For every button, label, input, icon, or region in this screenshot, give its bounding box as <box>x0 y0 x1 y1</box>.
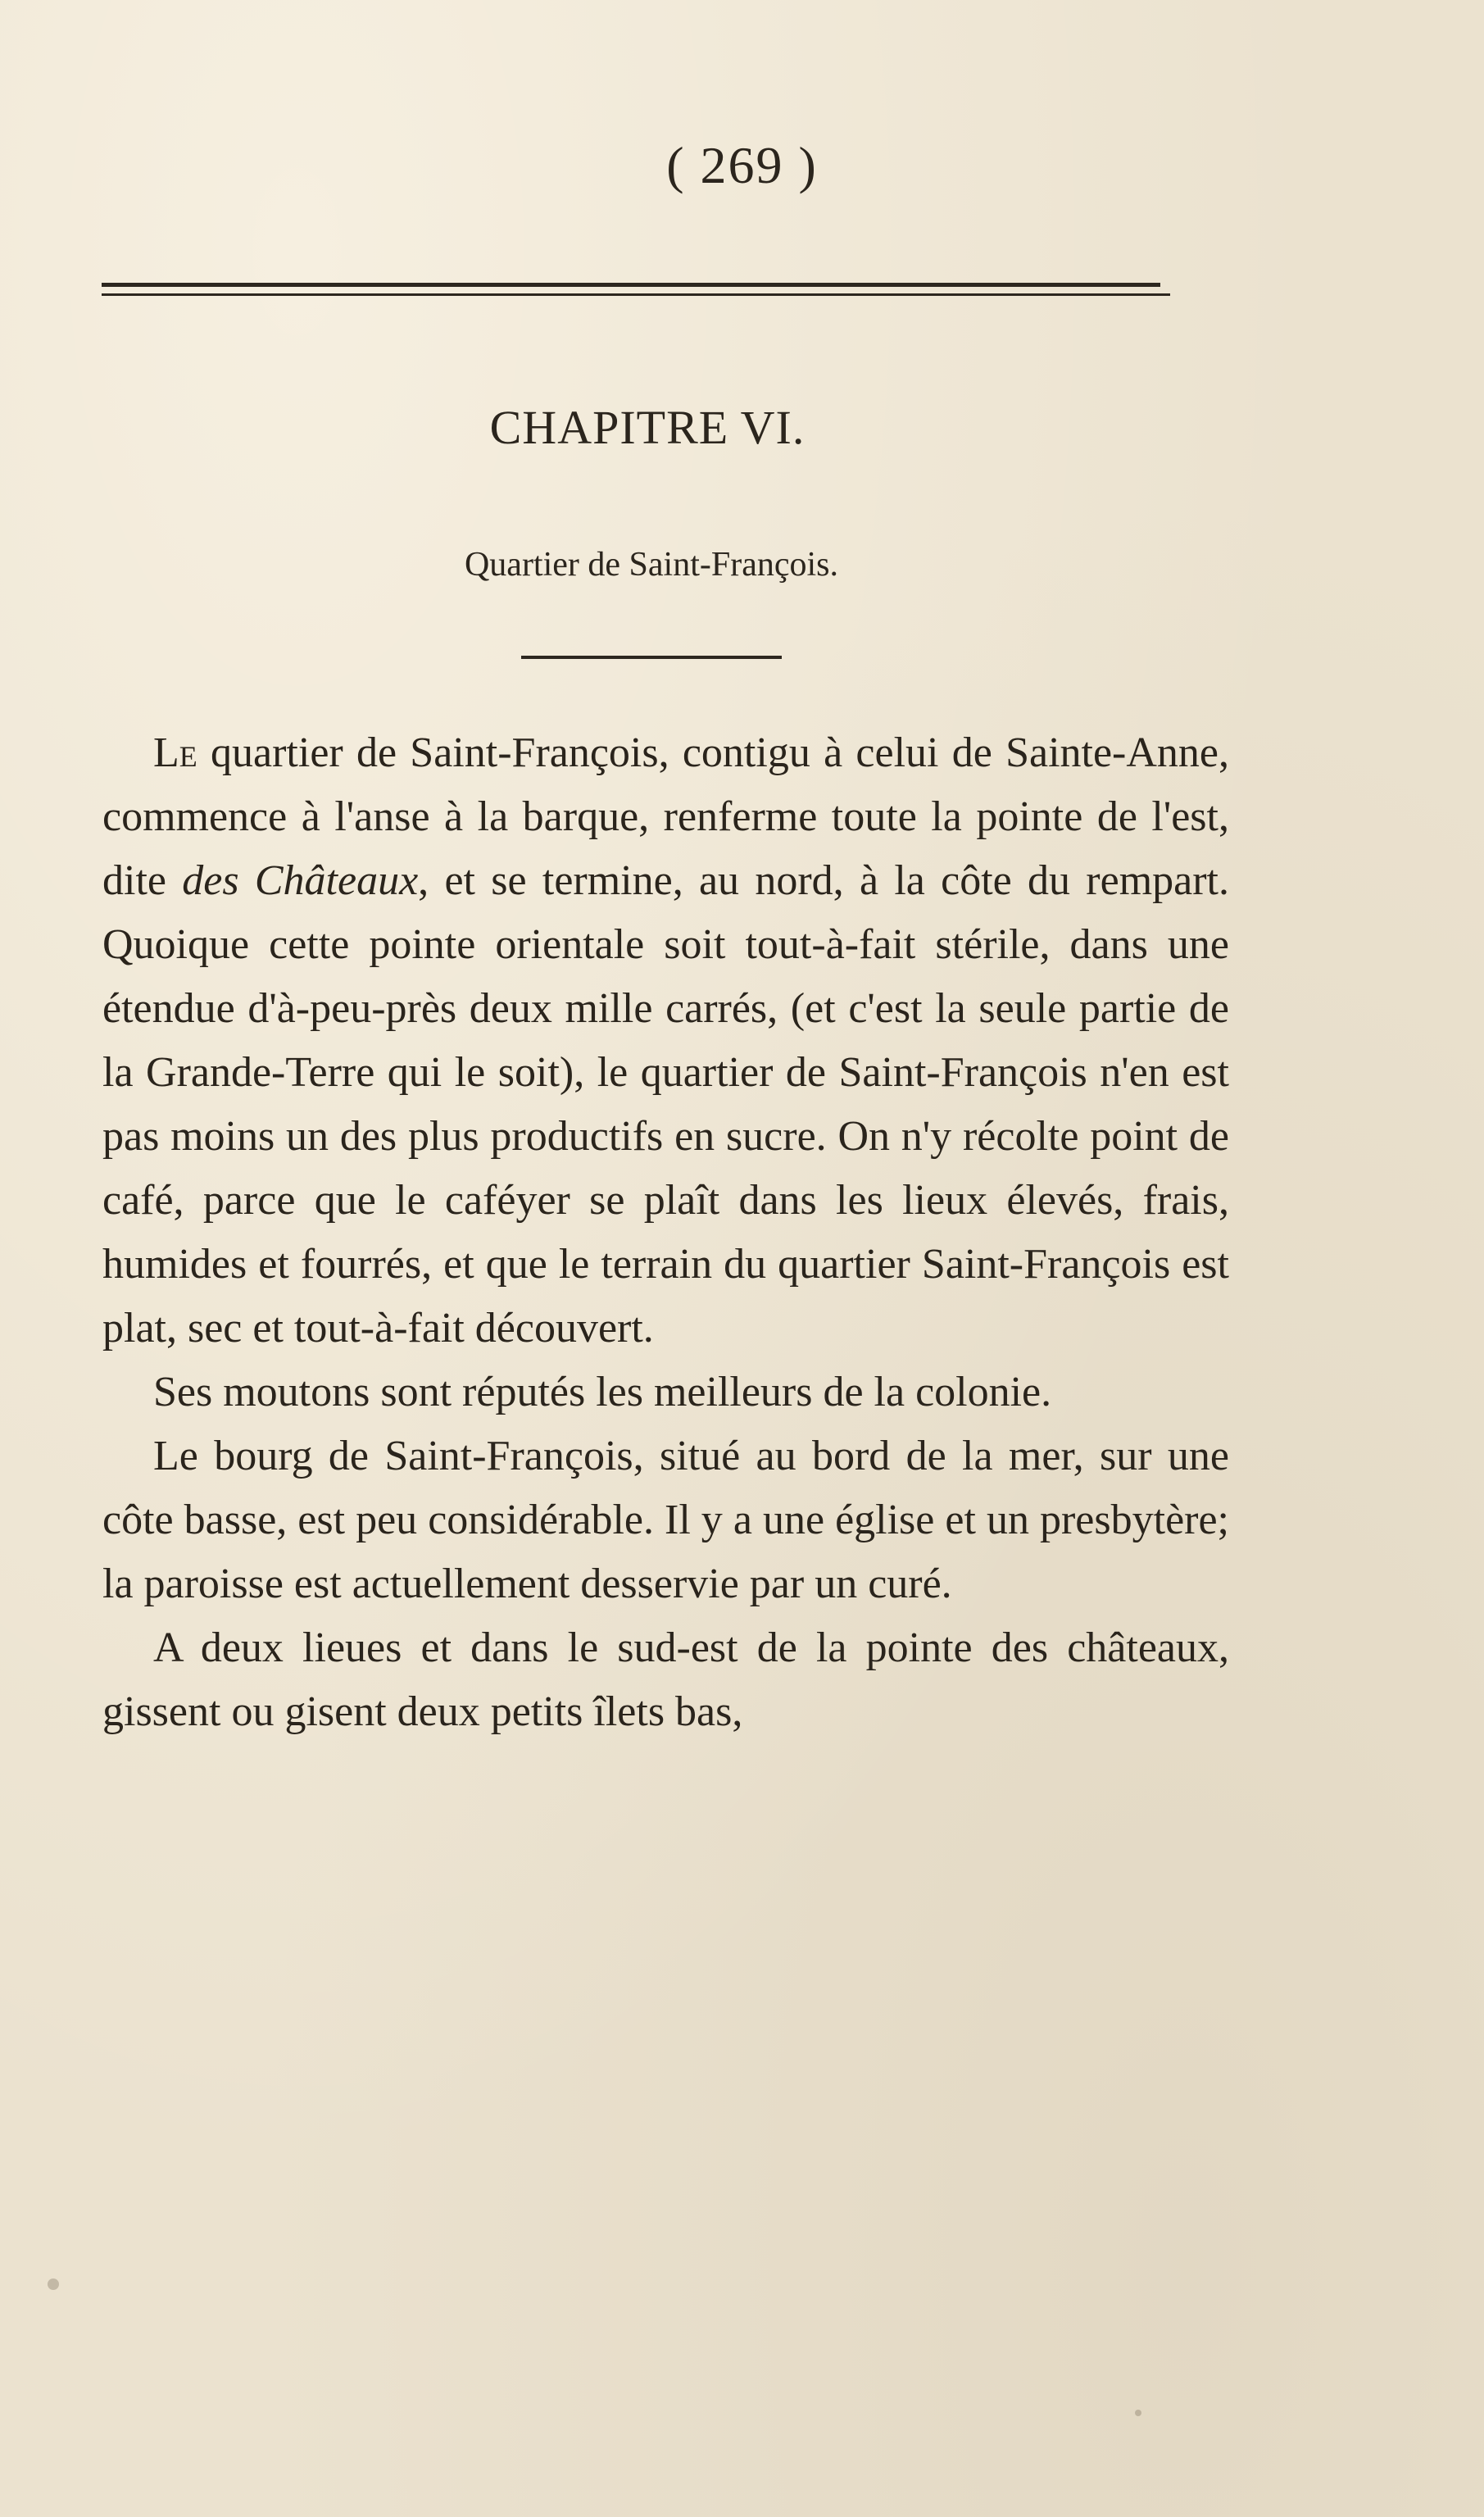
paragraph-lead-word: Le <box>153 729 197 776</box>
paper-speck <box>48 2278 59 2290</box>
paragraph-1-italic: des Châteaux <box>182 857 419 904</box>
header-rule-bottom <box>102 293 1170 296</box>
header-rule-top <box>102 283 1160 287</box>
paragraph-1-text-a: quartier de Saint-François, contigu à celui de Sainte-Anne, commence à l'anse à la barque, renferme toute la pointe de l'est, dite <box>102 729 1229 904</box>
paragraph-4: A deux lieues et dans le sud-est de la pointe des châteaux, gissent ou gisent deux petits îlets bas, <box>102 1624 1229 1735</box>
paragraph-1-text-b: , et se termine, au nord, à la côte du rempart. Quoique cette pointe orientale soit tout-à-fait stérile, dans une étendue d'à-peu-près deux mille carrés, (et c'est la seule partie de la Grande-Terre qui le soit), le quartier de Saint-François n'en est pas moins un des plus productifs en sucre. On n'y récolte point de café, parce que le caféyer se plaît dans les lieux élevés, frais, humides et fourrés, et que le terrain du quartier Saint-François est plat, sec et tout-à-fait découvert. <box>102 857 1229 1352</box>
paper-speck <box>1135 2410 1141 2416</box>
paragraph-1 <box>102 721 1229 1361</box>
body-text <box>102 721 1229 1744</box>
chapter-title: CHAPITRE VI. <box>489 401 806 454</box>
paragraph-3: Le bourg de Saint-François, situé au bord de la mer, sur une côte basse, est peu considérable. Il y a une église et un presbytère; la paroisse est actuellement desservie par un curé. <box>102 1433 1229 1607</box>
paragraph-2: Ses moutons sont réputés les meilleurs de la colonie. <box>153 1369 1052 1415</box>
chapter-subtitle: Quartier de Saint-François. <box>464 546 839 584</box>
section-divider <box>521 656 782 659</box>
page-number: ( 269 ) <box>666 136 818 194</box>
